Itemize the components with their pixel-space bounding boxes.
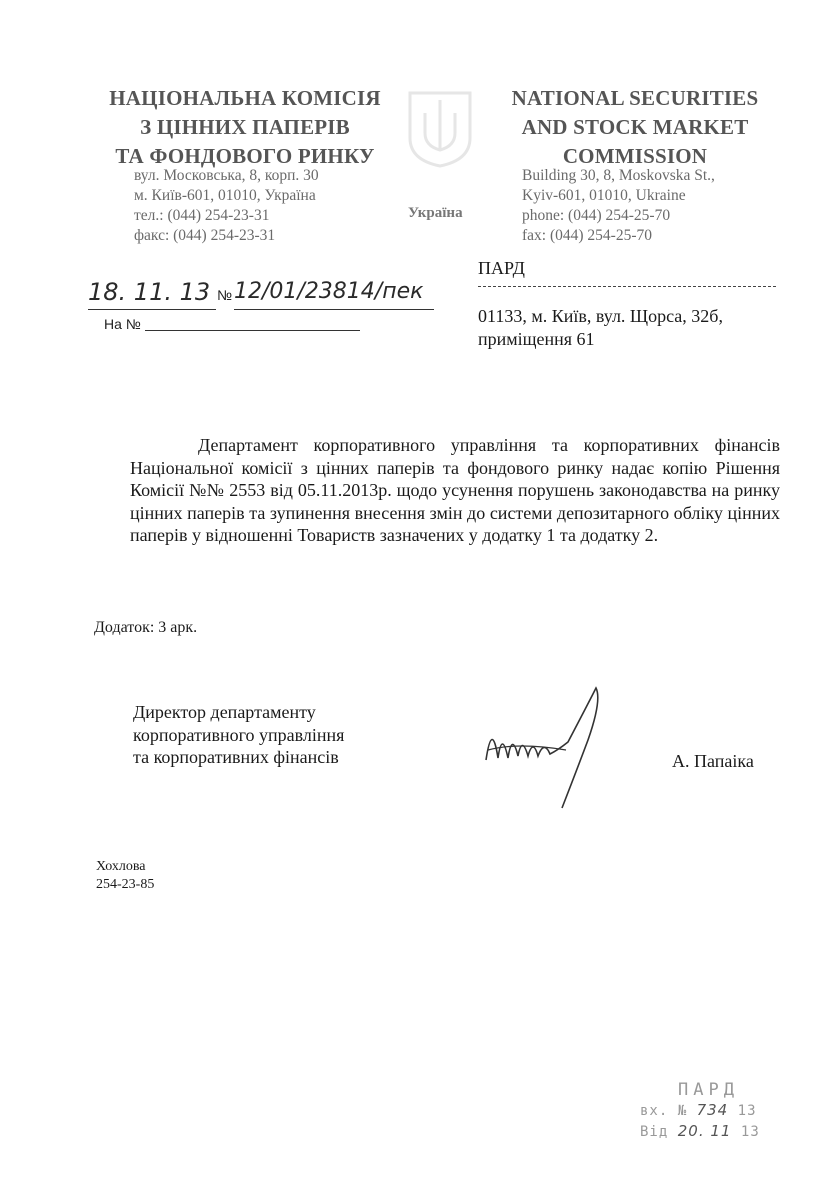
stamp-title: ПАРД [678, 1080, 739, 1100]
letterhead-en-name: NATIONAL SECURITIES AND STOCK MARKET COMMISSION [511, 86, 759, 168]
incoming-stamp [640, 1080, 790, 1142]
letter-body: Департамент корпоративного управління та корпоративних фінансів Національної комісії з цінних паперів та фондового ринку надає копію Рішення Комісії №№ 2553 від 05.11.2013р. щодо усунення порушень законодавства на ринку цінних паперів та зупинення внесення змін до системи депозитарного обліку цінних паперів у відношенні Товариств зазначених у додатку 1 та додатку 2. [130, 435, 780, 545]
recipient-divider [478, 286, 776, 287]
letterhead-ua-name: НАЦІОНАЛЬНА КОМІСІЯ З ЦІННИХ ПАПЕРІВ ТА ФОНДОВОГО РИНКУ [109, 86, 381, 168]
reply-to-field [145, 316, 360, 331]
recipient-address: 01133, м. Київ, вул. Щорса, 32б, приміщення 61 [478, 306, 723, 349]
attachment-note: Додаток: 3 арк. [94, 619, 198, 636]
letterhead-en-address: Building 30, 8, Moskovska St., Kyiv-601, 01010, Ukraine phone: (044) 254-25-70 fax: (044) 254-25-70 [522, 167, 715, 244]
reply-to-label: На № [104, 316, 141, 332]
registration-number: 12/01/23814/пек [234, 275, 434, 310]
coat-of-arms-icon [405, 88, 475, 168]
signature-icon [478, 680, 608, 820]
signatory-name: А. Папаіка [672, 751, 754, 771]
stamp-date-row: Від 20. 11 13 [640, 1122, 760, 1140]
recipient-name: ПАРД [478, 258, 525, 278]
letterhead-ua-address: вул. Московська, 8, корп. 30 м. Київ-601, 01010, Україна тел.: (044) 254-23-31 факс: (044) 254-23-31 [134, 167, 319, 244]
letterhead-country: Україна [408, 205, 463, 221]
signatory-title: Директор департаменту корпоративного управління та корпоративних фінансів [133, 702, 345, 767]
executor-info: Хохлова 254-23-85 [96, 859, 155, 892]
registration-number-label: № [217, 287, 233, 303]
registration-date: 18. 11. 13 [88, 275, 216, 310]
stamp-incoming-row: вх. № 734 13 [640, 1101, 757, 1119]
